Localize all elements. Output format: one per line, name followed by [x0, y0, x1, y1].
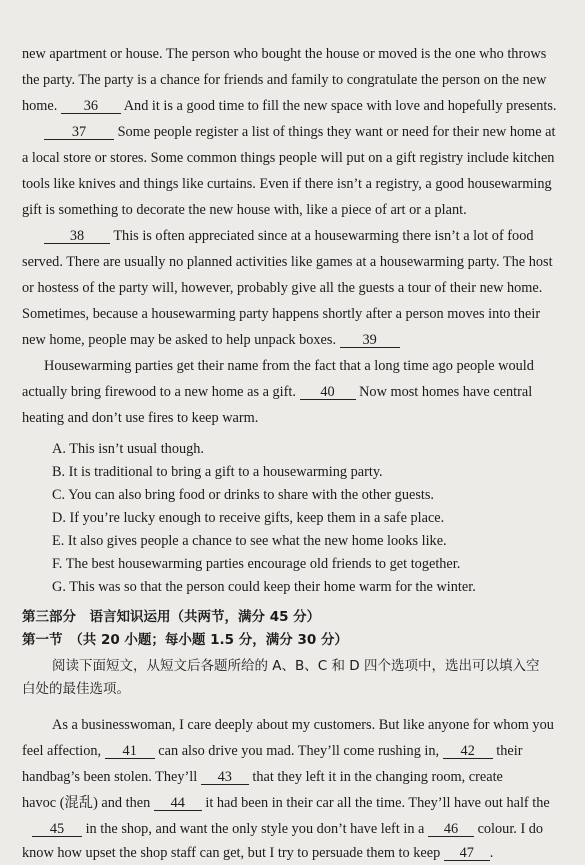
option-d: D. If you’re lucky enough to receive gifts, keep them in a safe place.	[52, 510, 445, 526]
option-f: F. The best housewarming parties encourage old friends to get together.	[52, 556, 461, 572]
passage-line	[22, 227, 572, 245]
blank-47: 47	[444, 846, 490, 861]
cloze-line	[22, 820, 572, 838]
text: or hostess of the party will, however, probably give all the guests a tour of their new home.	[22, 280, 543, 296]
passage-line	[22, 383, 572, 401]
blank-37: 37	[44, 125, 114, 140]
text: a local store or stores. Some common things people will put on a gift registry include kitchen	[22, 150, 555, 166]
passage-line	[22, 279, 572, 297]
instruction-line: 白处的最佳选项。	[22, 681, 130, 697]
passage-line	[44, 357, 572, 375]
subsection-heading: 第一节 （共 20 小题；每小题 1.5 分，满分 30 分）	[22, 632, 348, 648]
text: it had been in their car all the time. They’ll have out half the	[205, 795, 550, 811]
text: As a businesswoman, I care deeply about my customers. But like anyone for whom you	[52, 717, 554, 733]
blank-45: 45	[32, 822, 82, 837]
blank-39: 39	[340, 333, 400, 348]
text: And it is a good time to fill the new space with love and hopefully presents.	[123, 98, 557, 114]
option-e: E. It also gives people a chance to see what the new home looks like.	[52, 533, 447, 549]
blank-38: 38	[44, 229, 110, 244]
text: served. There are usually no planned activities like games at a housewarming party. The host	[22, 254, 553, 270]
text: Now most homes have central	[359, 384, 533, 400]
passage-line	[22, 71, 572, 89]
text: the party. The party is a chance for friends and family to congratulate the person on the new	[22, 72, 547, 88]
text: gift is something to decorate the new house with, like a piece of art or a plant.	[22, 202, 467, 218]
blank-46: 46	[428, 822, 474, 837]
text: havoc (混乱) and then	[22, 795, 151, 811]
passage-line	[22, 409, 572, 427]
cloze-line	[52, 716, 572, 734]
cloze-line	[22, 742, 572, 760]
option-g: G. This was so that the person could keep their home warm for the winter.	[52, 579, 476, 595]
passage-line	[22, 305, 572, 323]
text: new home, people may be asked to help unpack boxes.	[22, 332, 337, 348]
text: .	[489, 845, 494, 861]
section-heading: 第三部分 语言知识运用（共两节，满分 45 分）	[22, 609, 321, 625]
passage-line	[22, 201, 572, 219]
text: in the shop, and want the only style you don’t have left in a	[85, 821, 425, 837]
passage-line	[22, 149, 572, 167]
passage-line	[22, 331, 572, 349]
text: Sometimes, because a housewarming party happens shortly after a person moves into their	[22, 306, 541, 322]
passage-line	[22, 123, 572, 141]
text: their	[496, 743, 523, 759]
text: can also drive you mad. They’ll come rushing in,	[158, 743, 440, 759]
text: Housewarming parties get their name from the fact that a long time ago people would	[44, 358, 534, 374]
option-c: C. You can also bring food or drinks to share with the other guests.	[52, 487, 435, 503]
text: feel affection,	[22, 743, 102, 759]
text: colour. I do	[477, 821, 544, 837]
text: know how upset the shop staff can get, but I try to persuade them to keep	[22, 845, 441, 861]
passage-line	[22, 253, 572, 271]
text: home.	[22, 98, 58, 114]
text: tools like knives and things like curtains. Even if there isn’t a registry, a good housewarming	[22, 176, 552, 192]
text: that they left it in the changing room, create	[252, 769, 503, 785]
blank-43: 43	[201, 770, 249, 785]
cloze-line	[22, 768, 572, 786]
text: heating and don’t use fires to keep warm.	[22, 410, 259, 426]
option-a: A. This isn’t usual though.	[52, 441, 204, 457]
cloze-line	[22, 844, 572, 862]
blank-42: 42	[443, 744, 493, 759]
text: new apartment or house. The person who bought the house or moved is the one who throws	[22, 46, 547, 62]
blank-44: 44	[154, 796, 202, 811]
blank-41: 41	[105, 744, 155, 759]
text: Some people register a list of things they want or need for their new home at	[117, 124, 556, 140]
passage-line	[22, 175, 572, 193]
instruction-line: 阅读下面短文，从短文后各题所给的 A、B、C 和 D 四个选项中，选出可以填入空	[52, 658, 540, 674]
blank-40: 40	[300, 385, 356, 400]
text: actually bring firewood to a new home as a gift.	[22, 384, 296, 400]
cloze-line	[22, 794, 572, 812]
blank-36: 36	[61, 99, 121, 114]
option-b: B. It is traditional to bring a gift to a housewarming party.	[52, 464, 383, 480]
text: handbag’s been stolen. They’ll	[22, 769, 198, 785]
passage-line	[22, 97, 572, 115]
passage-line	[22, 45, 572, 63]
text: This is often appreciated since at a housewarming there isn’t a lot of food	[113, 228, 534, 244]
